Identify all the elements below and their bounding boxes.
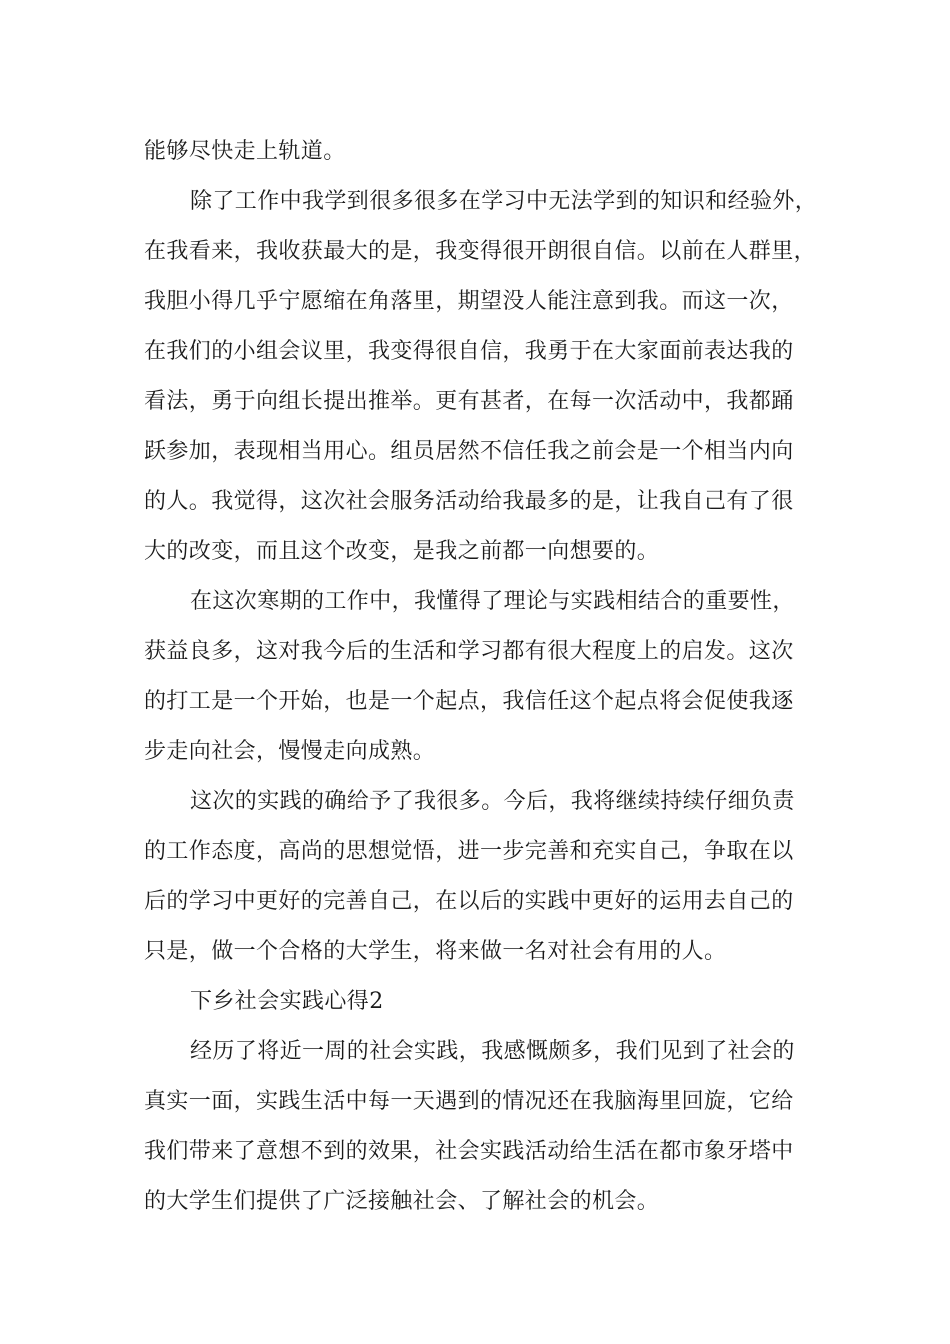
text-line: 步走向社会，慢慢走向成熟。 [144, 739, 436, 764]
text-line: 看法，勇于向组长提出推举。更有甚者，在每一次活动中，我都踊 [144, 389, 794, 414]
paragraph-first-line: 这次的实践的确给予了我很多。今后，我将继续持续仔细负责 [190, 789, 795, 814]
text-line: 后的学习中更好的完善自己，在以后的实践中更好的运用去自己的 [144, 889, 794, 914]
paragraph-first-line: 在这次寒期的工作中，我懂得了理论与实践相结合的重要性， [190, 589, 795, 614]
text-line: 的打工是一个开始，也是一个起点，我信任这个起点将会促使我逐 [144, 689, 794, 714]
text-line: 我们带来了意想不到的效果，社会实践活动给生活在都市象牙塔中 [144, 1139, 794, 1164]
text-line: 在我们的小组会议里，我变得很自信，我勇于在大家面前表达我的 [144, 339, 794, 364]
text-line: 真实一面，实践生活中每一天遇到的情况还在我脑海里回旋，它给 [144, 1089, 794, 1114]
text-line: 我胆小得几乎宁愿缩在角落里，期望没人能注意到我。而这一次， [144, 289, 794, 314]
text-line: 在我看来，我收获最大的是，我变得很开朗很自信。以前在人群里， [144, 239, 817, 264]
text-line: 只是，做一个合格的大学生，将来做一名对社会有用的人。 [144, 939, 727, 964]
text-line: 跃参加，表现相当用心。组员居然不信任我之前会是一个相当内向 [144, 439, 794, 464]
text-line: 能够尽快走上轨道。 [144, 139, 346, 164]
text-line: 获益良多，这对我今后的生活和学习都有很大程度上的启发。这次 [144, 639, 794, 664]
text-line: 的工作态度，高尚的思想觉悟，进一步完善和充实自己，争取在以 [144, 839, 794, 864]
section-heading: 下乡社会实践心得2 [190, 989, 384, 1014]
paragraph-first-line: 经历了将近一周的社会实践，我感慨颇多，我们见到了社会的 [190, 1039, 795, 1064]
text-line: 大的改变，而且这个改变，是我之前都一向想要的。 [144, 539, 660, 564]
text-line: 的人。我觉得，这次社会服务活动给我最多的是，让我自己有了很 [144, 489, 794, 514]
paragraph-first-line: 除了工作中我学到很多很多在学习中无法学到的知识和经验外， [190, 189, 818, 214]
text-line: 的大学生们提供了广泛接触社会、了解社会的机会。 [144, 1189, 660, 1214]
